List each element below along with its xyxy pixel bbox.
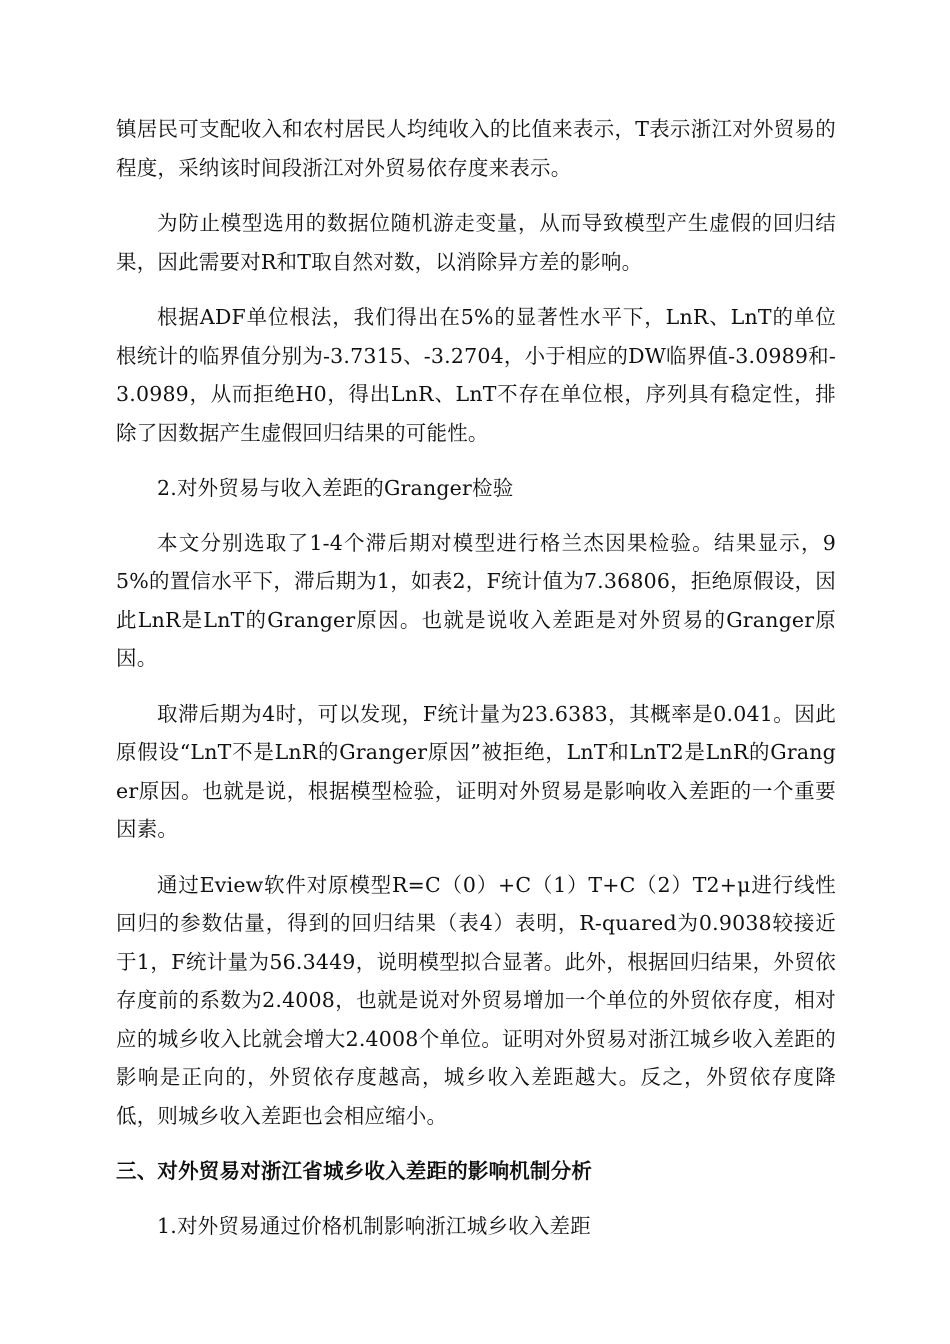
paragraph-granger-lag-1: 本文分别选取了1-4个滞后期对模型进行格兰杰因果检验。结果显示，95%的置信水平下，滞后期为1，如表2，F统计值为7.36806，拒绝原假设，因此LnR是LnT的Granger原因。也就是说收入差距是对外贸易的Granger原因。	[116, 530, 836, 670]
paragraph-log-transform: 为防止模型选用的数据位随机游走变量，从而导致模型产生虚假的回归结果，因此需要对R和T取自然对数，以消除异方差的影响。	[116, 211, 836, 274]
paragraph-granger-lag-4: 取滞后期为4时，可以发现，F统计量为23.6383，其概率是0.041。因此原假设“LnT不是LnR的Granger原因”被拒绝，LnT和LnT2是LnR的Granger原因。也就是说，根据模型检验，证明对外贸易是影响收入差距的一个重要因素。	[116, 701, 836, 841]
paragraph-regression-results: 通过Eview软件对原模型R=C（0）+C（1）T+C（2）T2+μ进行线性回归的参数估量，得到的回归结果（表4）表明，R-quared为0.9038较接近于1，F统计量为56.3449，说明模型拟合显著。此外，根据回归结果，外贸依存度前的系数为2.4008，也就是说对外贸易增加一个单位的外贸依存度，相对应的城乡收入比就会增大2.4008个单位。证明对外贸易对浙江城乡收入差距的影响是正向的，外贸依存度越高，城乡收入差距越大。反之，外贸依存度降低，则城乡收入差距也会相应缩小。	[116, 872, 836, 1128]
document-body	[116, 110, 836, 1262]
paragraph-continued-definition: 镇居民可支配收入和农村居民人均纯收入的比值来表示，T表示浙江对外贸易的程度，采纳该时间段浙江对外贸易依存度来表示。	[116, 117, 836, 180]
subheading-granger-test: 2.对外贸易与收入差距的Granger检验	[157, 476, 514, 500]
paragraph-adf-test: 根据ADF单位根法，我们得出在5%的显著性水平下，LnR、LnT的单位根统计的临界值分别为-3.7315、-3.2704，小于相应的DW临界值-3.0989和-3.0989，从而拒绝H0，得出LnR、LnT不存在单位根，序列具有稳定性，排除了因数据产生虚假回归结果的可能性。	[116, 305, 836, 445]
section-heading-mechanism: 三、对外贸易对浙江省城乡收入差距的影响机制分析	[116, 1159, 593, 1183]
subheading-price-mechanism: 1.对外贸易通过价格机制影响浙江城乡收入差距	[157, 1213, 591, 1238]
